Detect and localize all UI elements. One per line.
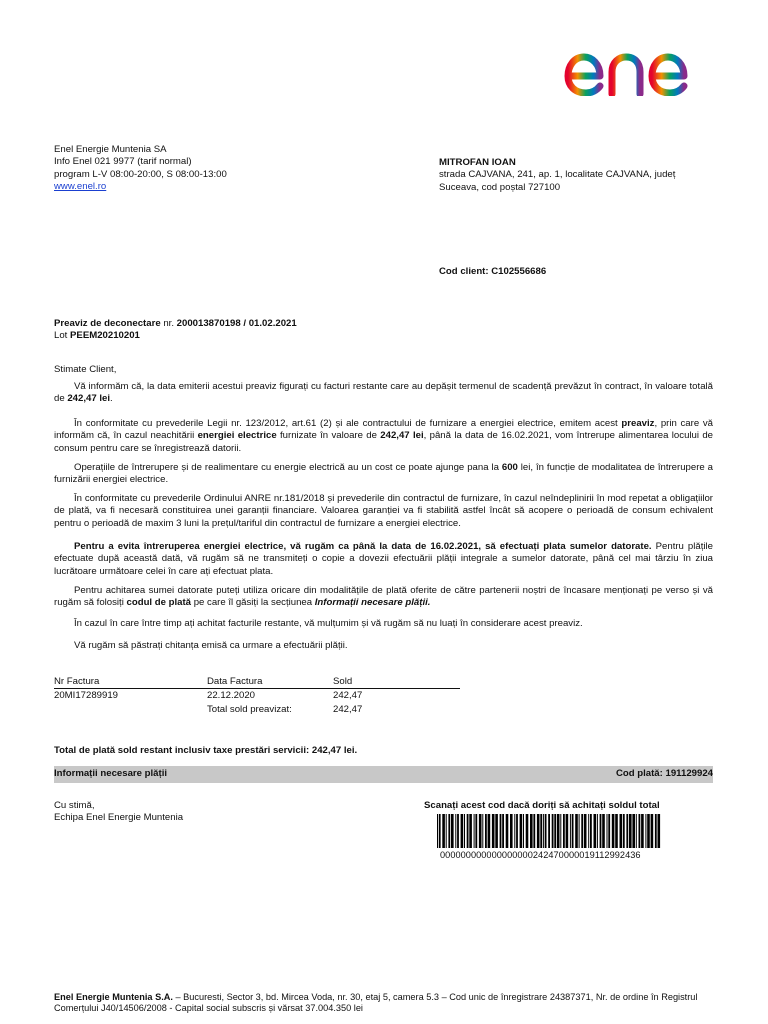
paragraph-2 — [54, 418, 713, 455]
barcode-bar — [543, 814, 544, 848]
p2-text-a: În conformitate cu prevederile Legii nr. 123/2012, art.61 (2) și ale contractului de furnizare a energiei electrice, emitem acest — [74, 418, 622, 429]
barcode-bar — [608, 814, 610, 848]
greeting: Stimate Client, — [54, 364, 117, 375]
p2-text-c: , prin care vă informăm că, în cazul neachitării — [54, 418, 713, 442]
table-row — [54, 690, 460, 702]
p6-text-a: Pentru achitarea sumei datorate puteți utiliza oricare din modalitățile de plată oferite de către partenerii noștri de încasare menționați pe verso și vă rugăm să folosiți — [54, 585, 713, 609]
client-code: Cod client: C102556686 — [439, 266, 547, 277]
barcode-bar — [514, 814, 515, 848]
barcode-bar — [457, 814, 459, 848]
total-label: Total sold preavizat: — [207, 704, 292, 715]
barcode-bar — [557, 814, 560, 848]
barcode-bar — [502, 814, 504, 848]
barcode-bar — [563, 814, 565, 848]
barcode-bar — [469, 814, 472, 848]
barcode-bar — [629, 814, 632, 848]
barcode-bar — [636, 814, 637, 848]
barcode-bar — [451, 814, 454, 848]
barcode-bar — [612, 814, 615, 848]
barcode-bar — [641, 814, 644, 848]
closing-block — [54, 800, 183, 825]
barcode-bar — [615, 814, 618, 848]
p2-text-e: furnizate în valoare de — [276, 430, 381, 442]
total-value: 242,47 — [333, 704, 363, 715]
barcode-bar — [506, 814, 509, 848]
preaviz-header — [54, 318, 297, 343]
cell-nr: 20MI17289919 — [54, 690, 119, 701]
barcode-bar — [492, 814, 495, 848]
barcode-bar — [566, 814, 569, 848]
barcode-bar — [464, 814, 465, 848]
enel-logo — [562, 38, 718, 96]
closing-line2: Echipa Enel Energie Muntenia — [54, 812, 184, 824]
p2-amount: 242,47 lei — [380, 430, 424, 442]
cell-sold: 242,47 — [333, 690, 363, 701]
total-payment-line: Total de plată sold restant inclusiv taxe prestări servicii: 242,47 lei. — [54, 745, 358, 756]
closing-line1: Cu stimă, — [54, 800, 95, 811]
barcode-bar — [530, 814, 533, 848]
p2-preaviz: preaviz — [621, 418, 655, 429]
barcode-bar — [475, 814, 477, 848]
barcode-bar — [485, 814, 487, 848]
barcode-bar — [560, 814, 561, 848]
recipient-name: MITROFAN IOAN — [439, 157, 516, 168]
footer — [54, 992, 734, 1014]
sender-block — [54, 144, 314, 193]
barcode[interactable] — [437, 814, 661, 848]
barcode-bar — [523, 814, 524, 848]
barcode-number: 000000000000000000242470000019112992436 — [440, 850, 641, 860]
barcode-bar — [540, 814, 542, 848]
p2-text-g: , până la data de 16.02.2021, vom întrerupe alimentarea locului de consum pentru care se înregistrează datorii. — [54, 430, 714, 454]
recipient-address-line2: Suceava, cod poștal 727100 — [439, 181, 561, 193]
barcode-bar — [537, 814, 540, 848]
barcode-bar — [588, 814, 589, 848]
footer-text1: – Bucuresti, Sector 3, bd. Mircea Voda, nr. 30, etaj 5, camera 5.3 – Cod unic de înregistrare 24387371, Nr. de ordine în Registrul — [172, 992, 698, 1002]
barcode-bar — [554, 814, 556, 848]
recipient-block — [439, 157, 739, 194]
barcode-bar — [579, 814, 580, 848]
barcode-bar — [655, 814, 657, 848]
cell-data: 22.12.2020 — [207, 690, 256, 701]
paragraph-3 — [54, 462, 713, 487]
barcode-bar — [479, 814, 482, 848]
footer-company: Enel Energie Muntenia S.A. — [54, 992, 173, 1002]
paragraph-5 — [54, 541, 713, 578]
barcode-bar — [437, 814, 438, 848]
barcode-bar — [639, 814, 641, 848]
barcode-bar — [607, 814, 608, 848]
p3-text-c: lei, în funcție de modalitatea de întrerupere a furnizării energiei electrice. — [54, 462, 714, 486]
barcode-bar — [495, 814, 498, 848]
barcode-bar — [651, 814, 654, 848]
barcode-bar — [442, 814, 445, 848]
p1-text: Vă informăm că, la data emiterii acestui preaviz figurați cu facturi restante care au depășit termenul de scadență prevăzut în contract, în valoare totală de — [54, 381, 713, 405]
preaviz-label: Preaviz de deconectare — [54, 318, 161, 329]
paragraph-1 — [54, 381, 713, 406]
barcode-bar — [552, 814, 554, 848]
barcode-bar — [500, 814, 502, 848]
barcode-bar — [658, 814, 661, 848]
p6-text-c: pe care îl găsiți la secțiunea — [191, 597, 315, 609]
sender-program: program L-V 08:00-20:00, S 08:00-13:00 — [54, 168, 227, 180]
barcode-bar — [581, 814, 583, 848]
col-header-nr: Nr Factura — [54, 676, 100, 687]
lot-label: Lot — [54, 330, 68, 342]
barcode-bar — [461, 814, 464, 848]
payment-code: Cod plată: 191129924 — [615, 768, 713, 779]
paragraph-8: Vă rugăm să păstrați chitanța emisă ca urmare a efectuării plății. — [74, 640, 348, 651]
barcode-bar — [520, 814, 523, 848]
barcode-bar — [602, 814, 605, 848]
barcode-bar — [594, 814, 597, 848]
sender-info-line: Info Enel 021 9977 (tarif normal) — [54, 156, 192, 168]
barcode-bar — [439, 814, 441, 848]
barcode-bar — [446, 814, 447, 848]
barcode-bar — [516, 814, 518, 848]
barcode-bar — [455, 814, 456, 848]
barcode-bar — [600, 814, 602, 848]
barcode-bar — [488, 814, 491, 848]
footer-text2: Comerțului J40/14506/2008 - Capital social subscris și vărsat 37.004.350 lei — [54, 1003, 363, 1014]
table-divider — [54, 688, 460, 689]
barcode-bar — [647, 814, 650, 848]
barcode-bar — [632, 814, 635, 848]
invoice-table — [54, 676, 460, 716]
p5-text: Pentru plățile efectuate după această dată, vă rugăm să ne transmiteți o copie a dovezii efectuării plății integrale a sumelor datorate, până cel mai târziu în ziua lucrătoare următoare celei în care ați efectuat plata. — [54, 541, 713, 577]
barcode-bar — [510, 814, 513, 848]
col-header-data: Data Factura — [207, 676, 263, 687]
sender-company: Enel Energie Muntenia SA — [54, 144, 167, 155]
p3-cost: 600 — [501, 462, 518, 473]
paragraph-7: În cazul în care între timp ați achitat facturile restante, vă mulțumim și vă rugăm să nu luați în considerare acest preaviz. — [74, 618, 583, 629]
preaviz-number: 200013870198 / 01.02.2021 — [176, 318, 297, 329]
barcode-bar — [548, 814, 550, 848]
col-header-sold: Sold — [333, 676, 353, 687]
barcode-bar — [590, 814, 592, 848]
p1-end: . — [110, 393, 113, 405]
barcode-bar — [467, 814, 469, 848]
barcode-bar — [584, 814, 587, 848]
paragraph-4: În conformitate cu prevederile Ordinului ANRE nr.181/2018 și prevederile din contractul de furnizare, în cazul neîndeplinirii în mod repetat a obligațiilor de plată, va fi necesară constituirea unei garanții financiare. Valoarea garanției va fi stabilită astfel încât să acopere o perioadă de consum echivalent pentru o perioadă de maxim 3 luni la prețul/tariful din contractul de furnizare a energiei electrice. — [54, 493, 713, 529]
barcode-bar — [575, 814, 578, 848]
payment-info-bar — [54, 766, 713, 783]
lot-number: PEEM20210201 — [70, 330, 140, 342]
barcode-bar — [448, 814, 450, 848]
barcode-bar — [482, 814, 483, 848]
preaviz-nr-label: nr. — [163, 318, 174, 329]
website-link[interactable]: www.enel.ro — [54, 180, 107, 192]
barcode-bar — [526, 814, 529, 848]
barcode-bar — [645, 814, 646, 848]
p1-amount: 242,47 lei — [67, 393, 111, 405]
p5-bold: Pentru a evita întreruperea energiei electrice, vă rugăm ca până la data de 16.02.2021, să efectuați plata sumelor datorate. — [74, 541, 652, 552]
barcode-bar — [545, 814, 547, 848]
paragraph-6 — [54, 585, 713, 610]
p6-payment-code: codul de plată — [126, 597, 192, 609]
barcode-bar — [572, 814, 574, 848]
barcode-bar — [626, 814, 628, 848]
barcode-bar — [474, 814, 475, 848]
payment-info-label: Informații necesare plății — [54, 768, 168, 779]
table-total-row — [54, 704, 460, 716]
barcode-bar — [570, 814, 571, 848]
p2-energy: energiei electrice — [197, 430, 277, 442]
barcode-bar — [597, 814, 598, 848]
scan-instruction: Scanați acest cod dacă doriți să achitați soldul total — [424, 800, 660, 811]
barcode-bar — [533, 814, 535, 848]
p6-section: Informații necesare plății. — [314, 597, 431, 609]
barcode-bar — [620, 814, 623, 848]
barcode-bar — [623, 814, 625, 848]
table-header-row — [54, 676, 460, 688]
p3-text-a: Operațiile de întrerupere și de realimentare cu energie electrică au un cost ce poate ajunge pana la — [74, 462, 502, 473]
recipient-address-line1: strada CAJVANA, 241, ap. 1, localitate CAJVANA, județ — [439, 169, 676, 181]
